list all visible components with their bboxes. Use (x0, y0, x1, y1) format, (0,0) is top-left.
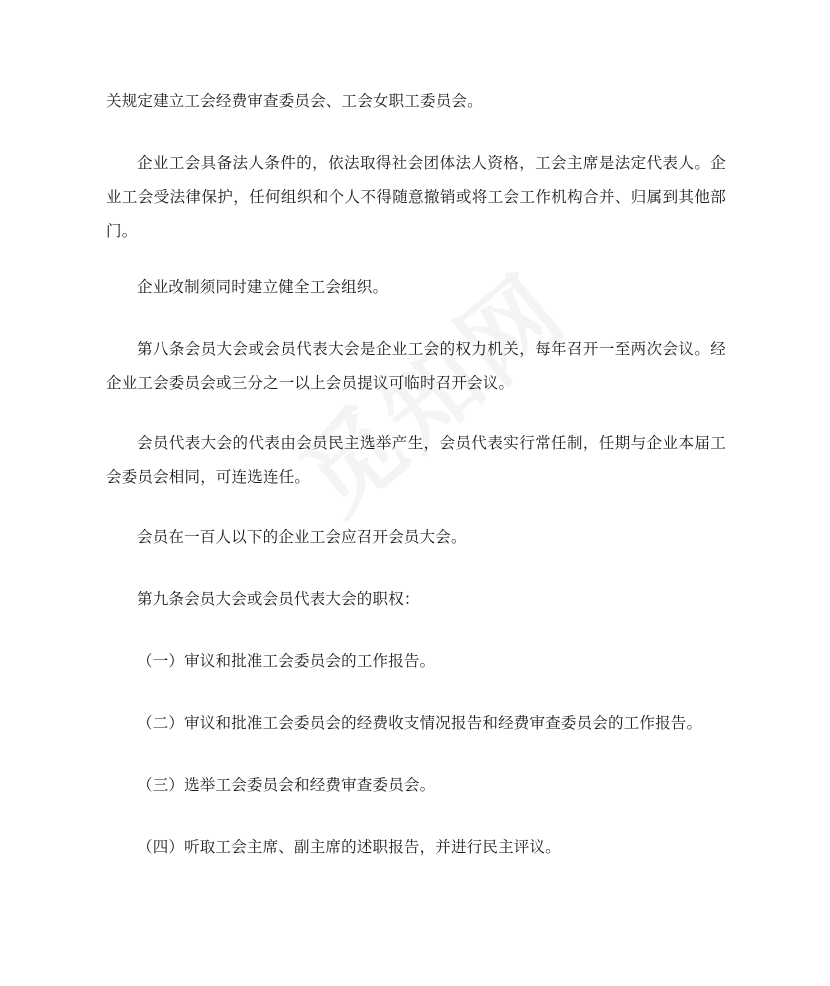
paragraph-article-8: 第八条会员大会或会员代表大会是企业工会的权力机关，每年召开一至两次会议。经企业工会委员会或三分之一以上会员提议可临时召开会议。 (106, 340, 726, 392)
list-item-3: （三）选举工会委员会和经费审查委员会。 (137, 776, 436, 794)
paragraph-legal-status: 企业工会具备法人条件的，依法取得社会团体法人资格，工会主席是法定代表人。企业工会受法律保护，任何组织和个人不得随意撤销或将工会工作机构合并、归属到其他部门。 (106, 154, 726, 240)
paragraph-restructuring: 企业改制须同时建立健全工会组织。 (137, 278, 389, 296)
paragraph-representatives: 会员代表大会的代表由会员民主选举产生，会员代表实行常任制，任期与企业本届工会委员会相同，可连选连任。 (106, 434, 726, 486)
paragraph-member-assembly: 会员在一百人以下的企业工会应召开会员大会。 (137, 528, 467, 546)
list-item-2: （二）审议和批准工会委员会的经费收支情况报告和经费审查委员会的工作报告。 (137, 714, 703, 732)
list-item-4: （四）听取工会主席、副主席的述职报告，并进行民主评议。 (137, 838, 561, 856)
list-item-1: （一）审议和批准工会委员会的工作报告。 (137, 652, 436, 670)
paragraph-article-9: 第九条会员大会或会员代表大会的职权： (137, 590, 420, 608)
paragraph-continuation: 关规定建立工会经费审查委员会、工会女职工委员会。 (106, 92, 483, 110)
watermark (268, 261, 571, 549)
